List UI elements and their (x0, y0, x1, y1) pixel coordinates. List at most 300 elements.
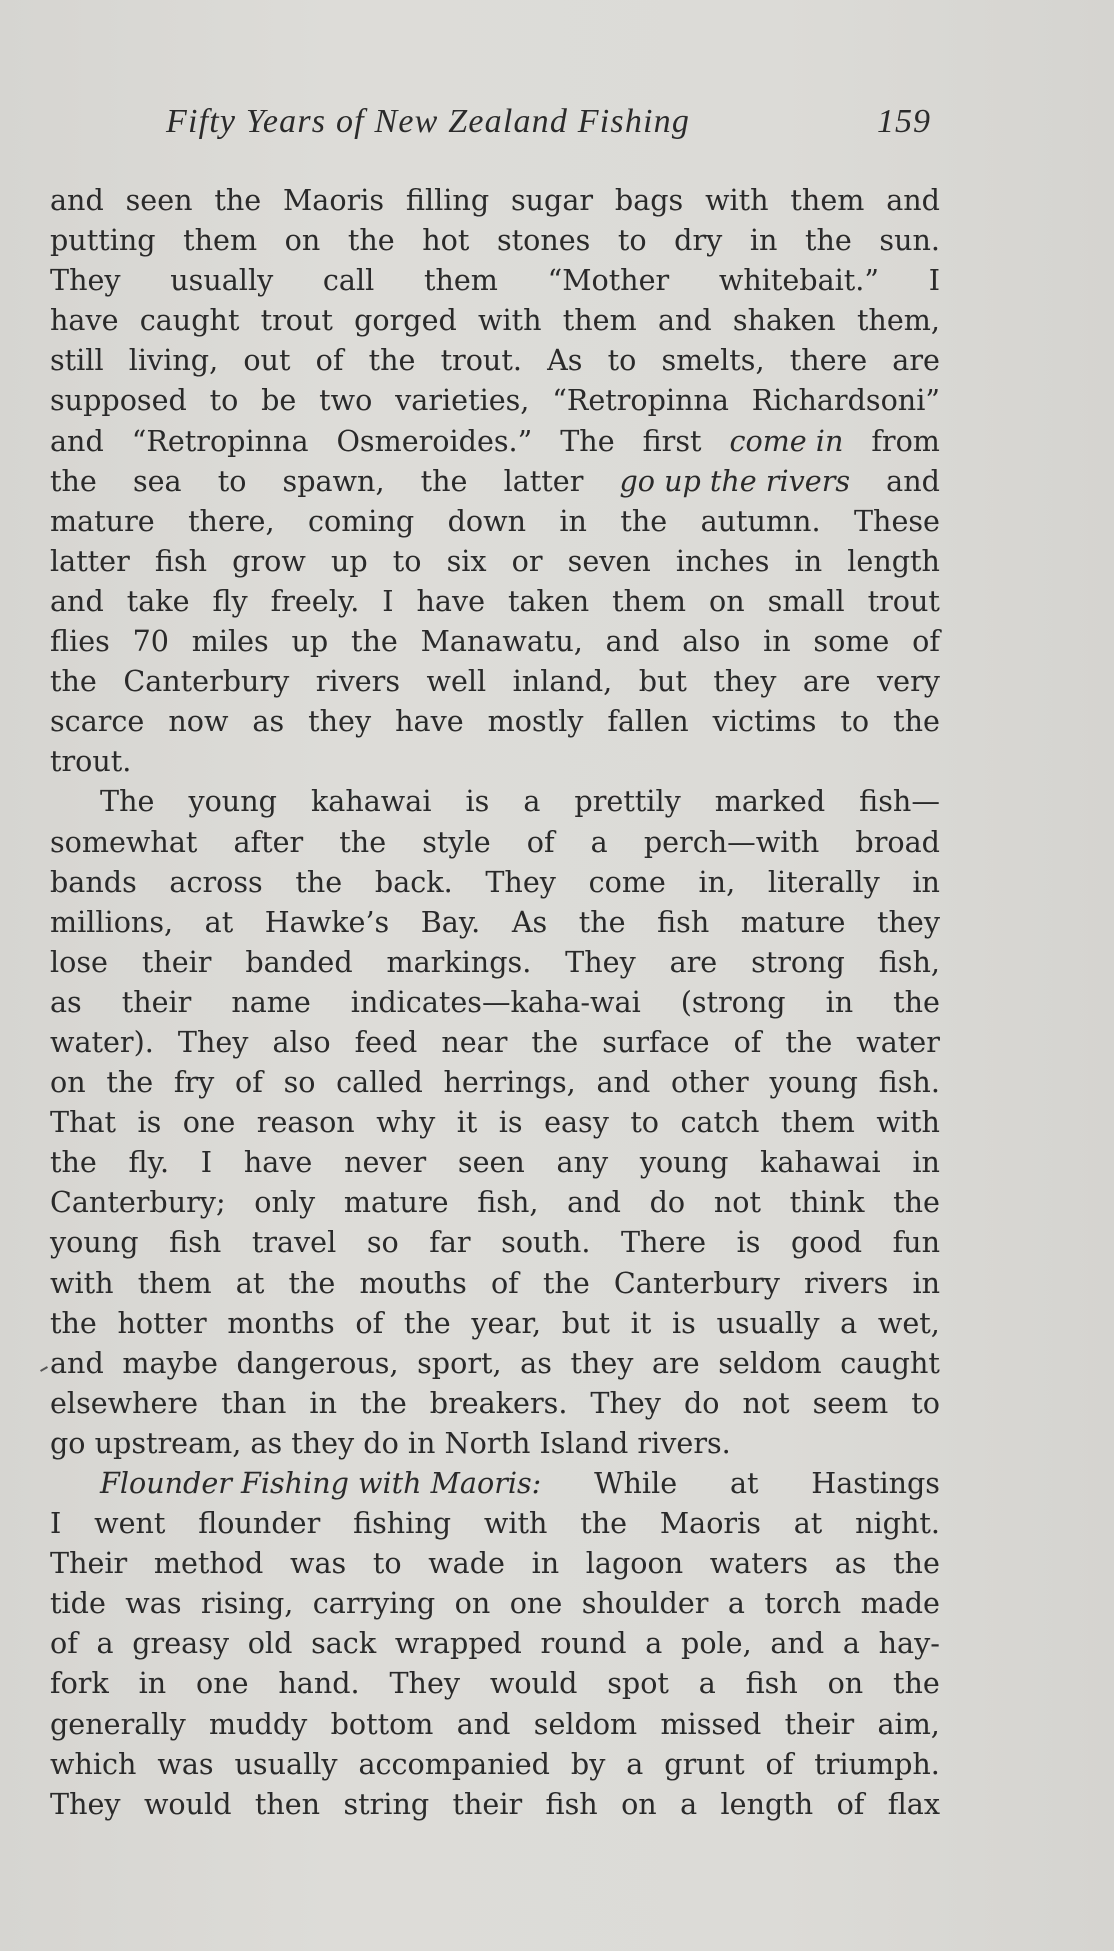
word: shoulder (581, 1586, 709, 1621)
word: round (540, 1626, 627, 1661)
word: fish (169, 1225, 222, 1260)
word: Hastings (811, 1466, 940, 1500)
word: triumph. (814, 1746, 940, 1781)
word: of (765, 1746, 794, 1781)
word: young (188, 784, 277, 819)
word: up (330, 543, 368, 578)
word: the (214, 183, 262, 217)
word: is (671, 1305, 696, 1340)
word: flies (50, 624, 110, 659)
text-line (50, 862, 940, 902)
word: mature (343, 1185, 449, 1220)
word: breakers. (429, 1385, 568, 1420)
running-head (50, 103, 950, 149)
word: They (50, 263, 121, 298)
word: the (578, 904, 626, 939)
word: the (403, 1305, 451, 1340)
word: a (626, 1746, 644, 1781)
word: take (126, 583, 190, 618)
word: a (590, 824, 608, 859)
margin-mark (40, 1366, 48, 1372)
word: tide (50, 1586, 106, 1621)
text-line (50, 300, 940, 340)
word: two (319, 383, 373, 418)
word: them, (856, 303, 940, 338)
word: literally (767, 864, 880, 899)
word: of (315, 343, 344, 378)
text-line (50, 1744, 940, 1784)
word: Manawatu, (420, 624, 583, 659)
word: after (233, 824, 304, 859)
word: whitebait.” (718, 263, 880, 298)
word: to (630, 1105, 660, 1140)
word: in (912, 864, 940, 899)
word: Their (50, 1546, 128, 1581)
word: inland, (512, 664, 613, 699)
word: bags (614, 183, 684, 217)
word: young (769, 1065, 858, 1100)
word: in (825, 984, 854, 1019)
word: (strong (680, 984, 786, 1019)
word: and (50, 183, 104, 217)
word: is (137, 1105, 162, 1140)
word: from (871, 423, 940, 458)
word: seen (125, 183, 193, 217)
word: The (560, 423, 615, 458)
word: their (141, 944, 212, 979)
word: sea (132, 463, 182, 498)
word: one (509, 1586, 563, 1621)
word: As (547, 343, 583, 378)
word: a (645, 1626, 663, 1661)
word: carrying (312, 1586, 436, 1621)
word: lagoon (585, 1546, 684, 1581)
word: fallen (607, 704, 689, 739)
word: but (561, 1305, 610, 1340)
word: of (912, 624, 940, 659)
word: scarce (50, 704, 145, 739)
word: caught (840, 1345, 940, 1380)
word: a (96, 1626, 114, 1661)
word: Canterbury (613, 1265, 780, 1300)
word: mature (50, 503, 155, 538)
word: Osmeroides.” (336, 423, 533, 458)
word: one (195, 1666, 249, 1701)
word: one (182, 1105, 236, 1140)
word: come (588, 864, 666, 899)
word: and (886, 183, 940, 217)
word: at (729, 1466, 759, 1500)
word: so (366, 1225, 399, 1260)
word: also (682, 624, 741, 659)
word: sack (311, 1626, 377, 1661)
word: and (886, 463, 940, 498)
word: bands (50, 864, 137, 899)
text-line (50, 541, 940, 581)
word: do (649, 1185, 686, 1220)
word: to (911, 1385, 940, 1420)
word: but (638, 664, 687, 699)
word: 70 (132, 624, 169, 659)
word: in (912, 1265, 940, 1300)
word: trout. (440, 343, 522, 378)
word: fun (892, 1225, 940, 1260)
text-line (50, 1423, 940, 1463)
word: a (727, 1586, 745, 1621)
word: as (50, 984, 82, 1019)
word: at (235, 1265, 265, 1300)
word: dry (674, 223, 723, 258)
word: They (177, 1024, 249, 1059)
word: latter (50, 543, 130, 578)
text-line (50, 340, 940, 380)
word: think (789, 1185, 865, 1220)
word: caught (139, 303, 240, 338)
text-line (50, 781, 940, 821)
word: “Retropinna (131, 423, 309, 458)
word: be (261, 383, 297, 418)
word: the (50, 1145, 97, 1180)
word: than (221, 1385, 287, 1420)
word: across (169, 864, 263, 899)
word: of (355, 1305, 384, 1340)
word: to (607, 343, 637, 378)
word: there (789, 343, 868, 378)
word: fishing (353, 1506, 452, 1541)
text-line (50, 1583, 940, 1623)
word: They (50, 1786, 121, 1821)
word: rivers (804, 1265, 889, 1300)
word: They (565, 944, 636, 979)
word: small (767, 583, 845, 618)
word: well (426, 664, 487, 699)
word: style (422, 824, 491, 859)
word: with (876, 1105, 940, 1140)
word: and (596, 1065, 651, 1100)
word: rivers (315, 664, 400, 699)
word: strong (751, 944, 845, 979)
word: the (50, 664, 97, 699)
word: the (785, 1024, 833, 1059)
word: on (827, 1666, 864, 1701)
word: seem (812, 1385, 889, 1420)
word: have (50, 303, 119, 338)
word: have (395, 704, 464, 739)
word: Richardsoni” (751, 383, 940, 418)
running-title: Fifty Years of New Zealand Fishing (166, 103, 691, 140)
word: the (106, 1065, 154, 1100)
word: living, (128, 343, 219, 378)
word: filling (405, 183, 490, 217)
word: The (100, 784, 155, 819)
word: mouths (359, 1265, 467, 1300)
word: and (770, 1626, 825, 1661)
word: the (893, 1546, 940, 1581)
word: a (698, 1666, 716, 1701)
word: in, (698, 864, 736, 899)
word: seen (457, 1145, 525, 1180)
word: in (912, 1145, 940, 1180)
word: maybe (122, 1345, 218, 1380)
word: the (368, 343, 416, 378)
word: the (580, 1506, 628, 1541)
word: aim, (877, 1706, 940, 1741)
word: up (291, 624, 329, 659)
word: went (94, 1506, 166, 1541)
word: rising, (200, 1586, 294, 1621)
word: on (454, 1586, 491, 1621)
word: any (556, 1145, 609, 1180)
word: latter (503, 463, 584, 498)
word: was (125, 1586, 182, 1621)
word: in (749, 223, 778, 258)
word: as (834, 1546, 867, 1581)
text-line (50, 1062, 940, 1102)
word: usually (170, 263, 274, 298)
word: victims (712, 704, 817, 739)
word: waters (709, 1546, 809, 1581)
word: broad (855, 824, 940, 859)
word: to (209, 383, 239, 418)
word: so (283, 1065, 316, 1100)
word: fly. (128, 1145, 170, 1180)
word: six (446, 543, 487, 578)
word: fish (657, 904, 710, 939)
text-line (50, 982, 940, 1022)
word: them (780, 1105, 855, 1140)
word: them (790, 183, 865, 217)
word: kahawai (760, 1145, 881, 1180)
word: fry (173, 1065, 215, 1100)
word: do (683, 1385, 720, 1420)
word: lose (50, 944, 108, 979)
word: length (847, 543, 940, 578)
word: with (483, 1506, 548, 1541)
word: fish (154, 543, 208, 578)
word: the (359, 1385, 407, 1420)
word: flounder (198, 1506, 321, 1541)
word: of (235, 1065, 263, 1100)
word: banded (245, 944, 353, 979)
text-line (50, 1343, 940, 1383)
word: is (736, 1225, 761, 1260)
word: surface (602, 1024, 710, 1059)
word: miles (191, 624, 269, 659)
word: hotter (117, 1305, 207, 1340)
word: in (763, 624, 791, 659)
word: to (372, 1546, 402, 1581)
word: There (621, 1225, 707, 1260)
word: As (511, 904, 548, 939)
word: their (784, 1706, 855, 1741)
word: the (288, 1265, 336, 1300)
word: now (168, 704, 229, 739)
word: spawn, (282, 463, 385, 498)
word: the (542, 1265, 590, 1300)
word: smelts, (661, 343, 765, 378)
word: and (50, 423, 104, 458)
word: sun. (879, 223, 940, 258)
word: their (121, 984, 192, 1019)
word: a (842, 1626, 860, 1661)
word: wrapped (394, 1626, 522, 1661)
word: string (343, 1786, 430, 1821)
word: the (50, 1305, 97, 1340)
word: water (856, 1024, 940, 1059)
word: mature (740, 904, 846, 939)
word: with (478, 303, 542, 338)
word: far (429, 1225, 471, 1260)
word: other (671, 1065, 749, 1100)
text-line (50, 822, 940, 862)
text-line (50, 1663, 940, 1703)
word: water). (50, 1024, 154, 1059)
word: easy (544, 1105, 609, 1140)
word: They (389, 1666, 461, 1701)
word: bottom (330, 1706, 434, 1741)
word: supposed (50, 383, 187, 418)
word: inches (675, 543, 770, 578)
word: usually (234, 1746, 338, 1781)
word: on (621, 1786, 657, 1821)
word: the (420, 463, 468, 498)
word: greasy (132, 1626, 230, 1661)
text-line (50, 741, 940, 781)
word: seldom (718, 1345, 822, 1380)
word: are (669, 944, 718, 979)
word: by (570, 1746, 606, 1781)
word: freely. (270, 583, 360, 618)
word: taken (507, 583, 590, 618)
word: which (50, 1746, 137, 1781)
text-line (50, 1543, 940, 1583)
word: fly (212, 583, 248, 618)
word: reason (256, 1105, 355, 1140)
word: a (680, 1786, 698, 1821)
word: the (531, 1024, 579, 1059)
word: as (520, 1345, 552, 1380)
word: seven (567, 543, 651, 578)
word: and (50, 1345, 104, 1380)
word: coming (307, 503, 415, 538)
word: Hawke’s (264, 904, 390, 939)
word: the (893, 1185, 940, 1220)
word: sport, (417, 1345, 502, 1380)
word: fish, (878, 944, 940, 979)
word: they (308, 704, 372, 739)
word: then (254, 1786, 321, 1821)
word: pole, (681, 1626, 752, 1661)
word: somewhat (50, 824, 198, 859)
word: also (272, 1024, 331, 1059)
text-line (50, 1102, 940, 1142)
word: fish (545, 1786, 598, 1821)
word: Canterbury; (50, 1185, 226, 1220)
word: grunt (664, 1746, 745, 1781)
text-line (50, 661, 940, 701)
word: mostly (487, 704, 584, 739)
word: why (376, 1105, 436, 1140)
word: it (630, 1305, 652, 1340)
text-line (50, 220, 940, 260)
word: and (657, 303, 712, 338)
word: on (284, 223, 321, 258)
text-line (50, 180, 940, 220)
word: wade (428, 1546, 505, 1581)
word: missed (660, 1706, 762, 1741)
word: elsewhere (50, 1385, 199, 1420)
word: call (322, 263, 375, 298)
word: night. (855, 1506, 940, 1541)
word: dangerous, (236, 1345, 399, 1380)
body-text (50, 180, 940, 1824)
text-line (50, 1784, 940, 1824)
word: the (295, 864, 343, 899)
text-line (50, 1182, 940, 1222)
word: Maoris (659, 1506, 761, 1541)
word: in (309, 1385, 337, 1420)
word: are (652, 1345, 700, 1380)
word: never (344, 1145, 427, 1180)
word: in (138, 1666, 167, 1701)
word: fish— (859, 784, 940, 819)
word: as (252, 704, 285, 739)
word: to (840, 704, 870, 739)
word: them (612, 583, 687, 618)
word: and (567, 1185, 621, 1220)
text-line (50, 701, 940, 741)
word: not (742, 1385, 790, 1420)
text-line (50, 1503, 940, 1543)
word: with (705, 183, 769, 217)
word: marked (714, 784, 826, 819)
text-line (50, 1022, 940, 1062)
word: young (639, 1145, 729, 1180)
word: to (392, 543, 422, 578)
word: not (713, 1185, 761, 1220)
word: in (794, 543, 823, 578)
word: These (853, 503, 940, 538)
word: them (423, 263, 498, 298)
word: young (50, 1225, 139, 1260)
word: indicates—kaha-wai (350, 984, 641, 1019)
word: was (157, 1746, 214, 1781)
word: seldom (533, 1706, 638, 1741)
word: hot (422, 223, 470, 258)
word: varieties, (395, 383, 530, 418)
word: usually (716, 1305, 820, 1340)
word: near (441, 1024, 508, 1059)
word: the (50, 463, 97, 498)
word: of (526, 824, 555, 859)
word: and (50, 583, 104, 618)
word: is (465, 784, 490, 819)
word: is (498, 1105, 523, 1140)
word: there, (188, 503, 275, 538)
word: muddy (209, 1706, 308, 1741)
word: down (447, 503, 526, 538)
word: of (836, 1786, 865, 1821)
word: accompanied (358, 1746, 550, 1781)
word: the (351, 624, 398, 659)
word: them (562, 303, 637, 338)
word: with (50, 1265, 114, 1300)
word: the (339, 824, 387, 859)
word: still (50, 343, 104, 378)
text-line (50, 461, 940, 501)
word: them (137, 1265, 212, 1300)
text-line (50, 942, 940, 982)
